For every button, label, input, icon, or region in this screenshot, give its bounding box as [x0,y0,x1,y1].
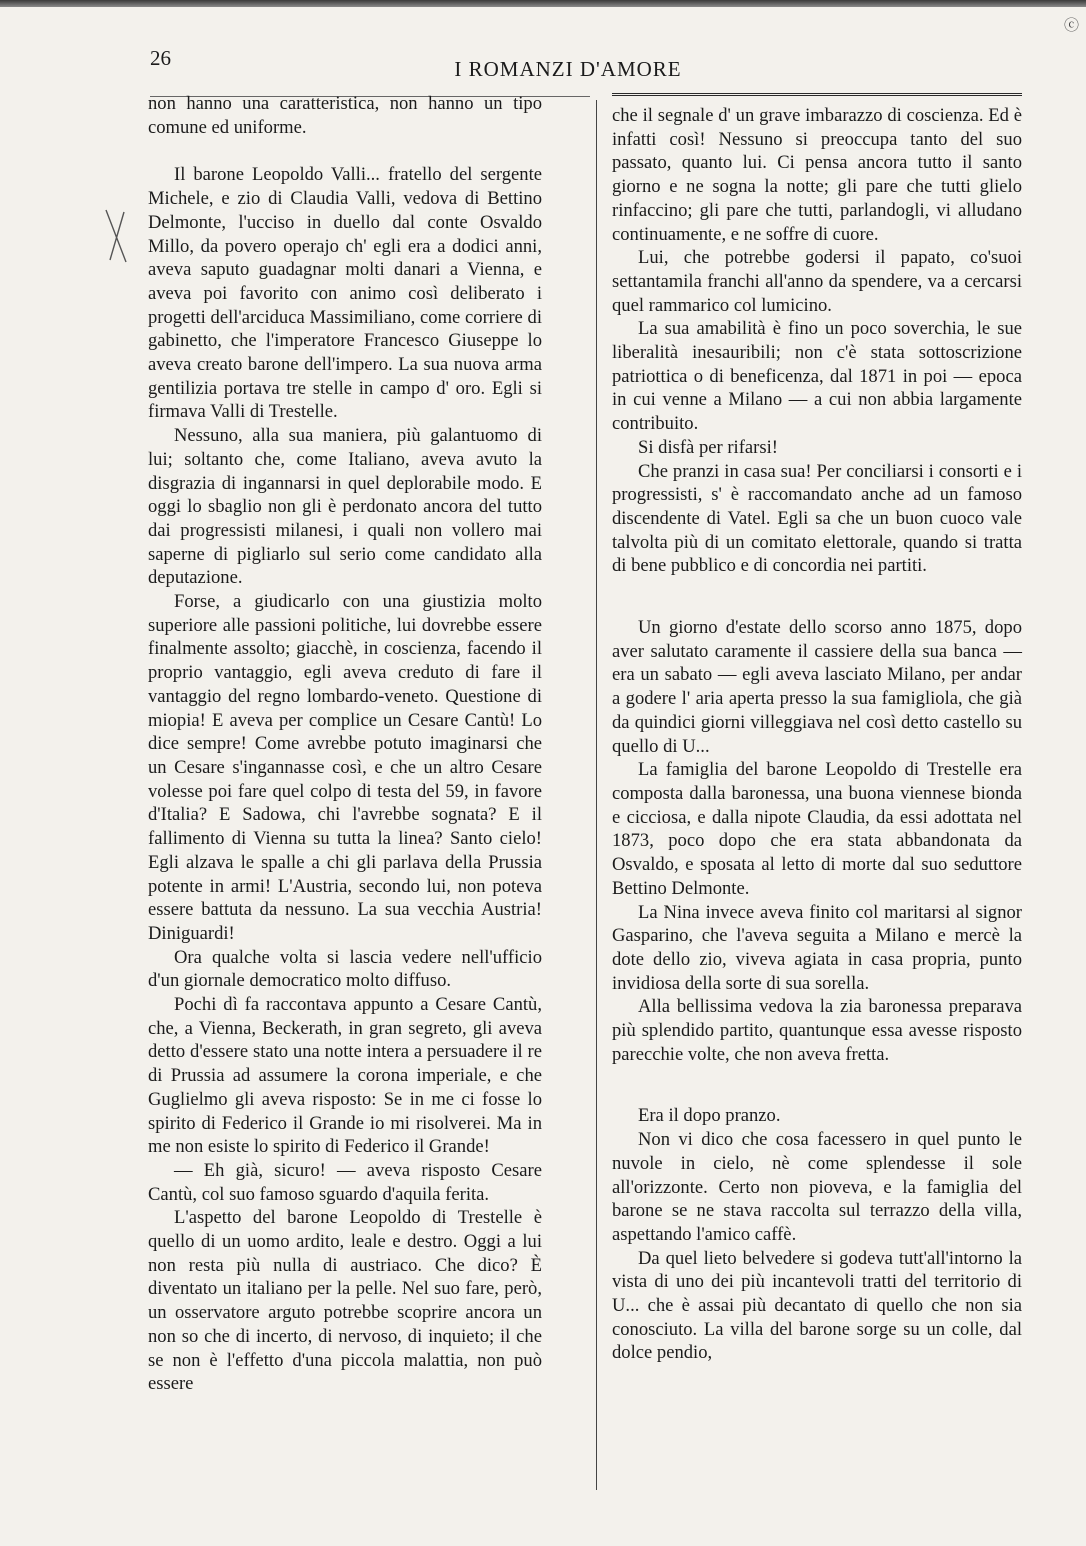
paragraph: Si disfà per rifarsi! [638,436,778,458]
paragraph: L'aspetto del barone Leopoldo di Trestelle è quello di un uomo ardito, leale e destro. Oggi a lui non resta più nulla di austriaco. Che dico? È diventato un italiano per la pelle. Nel suo fare, però, un osservatore arguto potrebbe scoprire ancora un non so che di incerto, di nervoso, di inquieto; il che se non è l'effetto d'una piccola malattia, non può essere [148,1207,542,1395]
paragraph: Ora qualche volta si lascia vedere nell'ufficio d'un giornale democratico molto diffuso. [148,946,542,992]
paragraph: Alla bellissima vedova la zia baronessa preparava più splendido partito, quantunque essa avesse risposto parecchie volte, che non aveva fretta. [612,996,1022,1065]
column-divider [596,100,597,1490]
corner-mark: ⓒ [1064,18,1080,34]
paragraph: — Eh già, sicuro! — aveva risposto Cesare Cantù, col suo famoso sguardo d'aquila ferita. [148,1159,542,1205]
paragraph: Che pranzi in casa sua! Per conciliarsi i consorti e i progressisti, s' è raccomandato anche ad un famoso discendente di Vatel. Egli sa che un buon cuoco vale talvolta più di un comitato elettorale, quando si tratta di bene pubblico e di concordia nei partiti. [612,460,1022,577]
paragraph: Nessuno, alla sua maniera, più galantuomo di lui; soltanto che, come Italiano, aveva avuto la disgrazia di ingannarsi in quel deplorabile modo. E oggi lo sbaglio non gli è perdonato ancora del tutto dai progressisti milanesi, i quali non vollero mai saperne di pigliarlo sul serio come candidato alla deputazione. [148,425,542,589]
paragraph: Lui, che potrebbe godersi il papato, co'suoi settantamila franchi all'anno da spendere, va a cercarsi quel rammarico col lumicino. [612,247,1022,316]
running-title: I ROMANZI D'AMORE [454,57,682,81]
paragraph: Era il dopo pranzo. [638,1105,781,1127]
paragraph: Il barone Leopoldo Valli... fratello del sergente Michele, e zio di Claudia Valli, vedova di Bettino Delmonte, l'ucciso in duello dal conte Osvaldo Millo, da povero operajo ch' egli era a dodici anni, aveva saputo guadagnar molti danari a Vienna, e aveva poi favorito con animo così deliberato i progetti dell'arciduca Massimiliano, come corriere di gabinetto, che l'imperatore Francesco Giuseppe lo aveva creato barone dell'impero. La sua nuova arma gentilizia portava tre stelle in campo d' oro. Egli si firmava Valli di Trestelle. [148,164,542,423]
scan-top-edge [0,0,1086,7]
right-column [612,104,1022,1365]
header-rule-right [612,93,1022,96]
paragraph: La famiglia del barone Leopoldo di Trestelle era composta dalla baronessa, una buona viennese bionda e cicciosa, e dalla nipote Claudia, da essi adottata nel 1873, poco dopo che era stata abbandonata da Osvaldo, e sposata al letto di morte dal suo seduttore Bettino Delmonte. [612,759,1022,899]
paragraph: Non vi dico che cosa facessero in quel punto le nuvole in cielo, nè come splendesse il sole all'orizzonte. Certo non pioveva, e la famiglia del barone se ne stava raccolta sul terrazzo della villa, aspettando l'amico caffè. [612,1129,1022,1245]
paragraph: Un giorno d'estate dello scorso anno 1875, dopo aver salutato caramente il cassiere della sua banca — era un sabato — egli aveva lasciato Milano, per andar a godere l' aria aperta presso la sua famigliola, che già da quindici giorni villeggiava nel così detto castello su quello di U... [612,617,1022,757]
paragraph: Pochi dì fa raccontava appunto a Cesare Cantù, che, a Vienna, Beckerath, in gran segreto, gli aveva detto d'essere stato una notte intera a persuadere il re di Prussia ad assumere la corona imperiale, e che Guglielmo gli aveva risposto: Se in me ci fosse lo spirito di Federico il Grande io mi risolverei. Ma in me non esiste lo spirito di Federico il Grande! [148,994,542,1158]
paragraph: che il segnale d' un grave imbarazzo di coscienza. Ed è infatti così! Nessuno si preoccupa tanto del suo passato, quanto lui. Ci pensa ancora tutto il santo giorno e ne sogna la notte; gli pare che tutti glielo rinfaccino; gli pare che tutti, parlandogli, vi alludano continuamente, e ne soffre di cuore. [612,105,1022,245]
paragraph: Forse, a giudicarlo con una giustizia molto superiore alle passioni politiche, lui dovrebbe essere finalmente assolto; giacchè, in coscienza, facendo il proprio vantaggio, egli aveva creduto di fare il vantaggio del regno lombardo-veneto. Questione di miopia! E aveva per complice un Cesare Cantù! Lo dice sempre! Come avrebbe potuto imaginarsi che un Cesare s'ingannasse così, e che un altro Cesare volesse poi fare quel colpo di testa del 59, in favore d'Italia? E Sadowa, chi l'avrebbe sognata? E il fallimento di Vienna su tutta la linea? Santo cielo! Egli alzava le spalle a chi gli parlava della Prussia potente in armi! L'Austria, secondo lui, non poteva essere battuta da nessuno. La sua vecchia Austria! Diniguardi! [148,591,542,944]
paragraph: La Nina invece aveva finito col maritarsi al signor Gasparino, che l'aveva seguita a Milano e mercè la dote dello zio, viveva agiata in casa propria, punto invidiosa della sorte di sua sorella. [612,901,1022,994]
pencil-x-mark [104,208,130,264]
paragraph: Da quel lieto belvedere si godeva tutt'all'intorno la vista di uno dei più incantevoli tratti del territorio di U... che è assai più decantato di quello che non sia conosciuto. La villa del barone sorge su un colle, dal dolce pendio, [612,1247,1022,1364]
left-column [148,92,542,1396]
paragraph: La sua amabilità è fino un poco soverchia, le sue liberalità inesauribili; non c'è stata sottoscrizione patriottica o di beneficenza, dal 1871 in poi — epoca in cui venne a Milano — a cui non abbia largamente contribuito. [612,318,1022,435]
page-number: 26 [150,46,171,70]
paragraph: non hanno una caratteristica, non hanno un tipo comune ed uniforme. [148,93,542,138]
